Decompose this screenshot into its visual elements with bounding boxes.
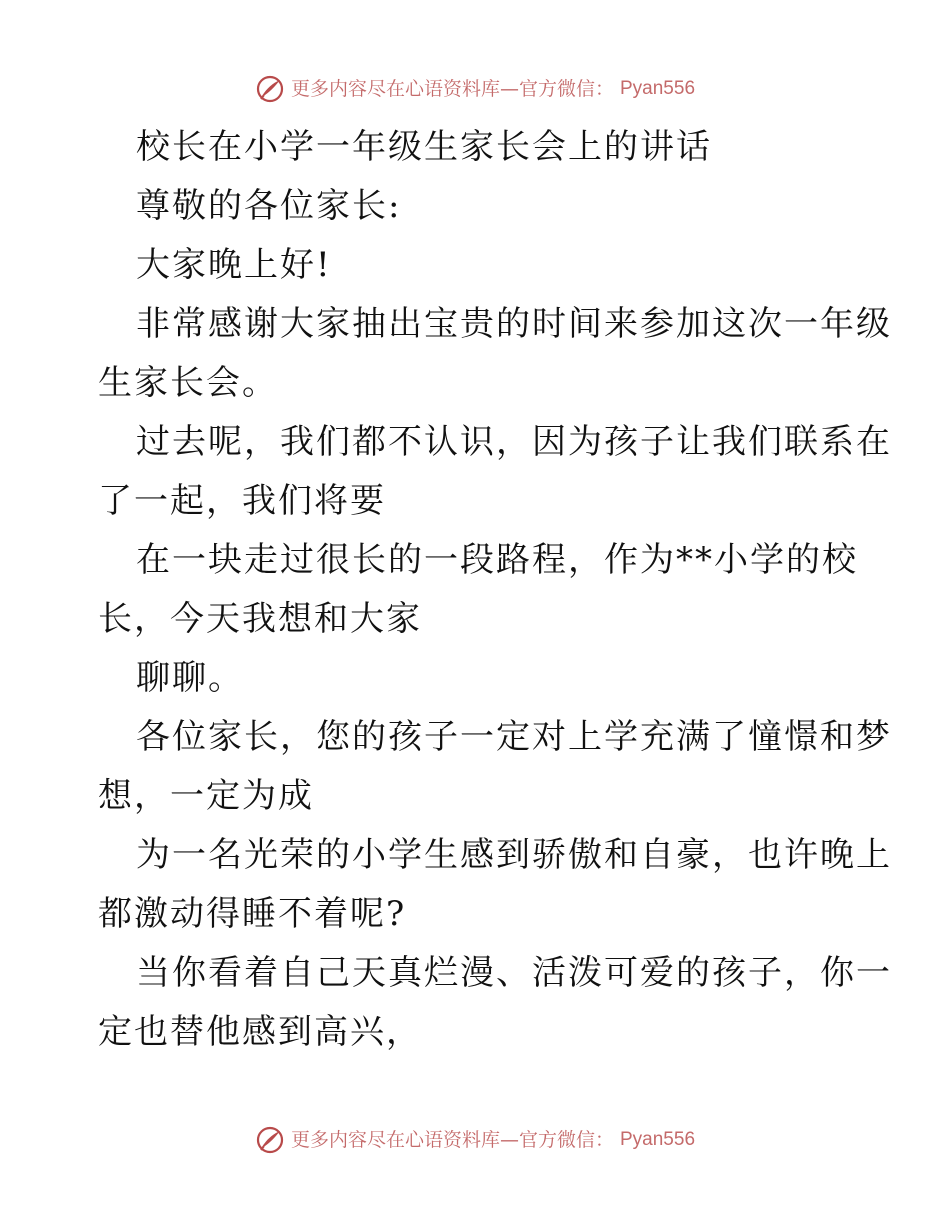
paragraph-line: 生家长会。: [98, 363, 278, 403]
quill-logo-icon: [255, 1125, 285, 1155]
paragraph-line: 各位家长，您的孩子一定对上学充满了憧憬和梦: [136, 717, 892, 757]
paragraph-line: 非常感谢大家抽出宝贵的时间来参加这次一年级: [136, 304, 892, 344]
paragraph-line: 在一块走过很长的一段路程，作为**小学的校: [136, 540, 858, 580]
quill-logo-icon: [255, 74, 285, 104]
document-body: [98, 118, 892, 1062]
watermark-handle: Pyan556: [620, 78, 696, 99]
paragraph-line: 聊聊。: [136, 658, 244, 698]
paragraph-line: 了一起，我们将要: [98, 481, 386, 521]
paragraph-line: 为一名光荣的小学生感到骄傲和自豪，也许晚上: [136, 835, 892, 875]
salutation: 尊敬的各位家长:: [136, 186, 402, 226]
paragraph-line: 过去呢，我们都不认识，因为孩子让我们联系在: [136, 422, 892, 462]
header-watermark: [0, 74, 950, 104]
paragraph-line: 长，今天我想和大家: [98, 599, 422, 639]
greeting: 大家晚上好!: [136, 245, 332, 285]
footer-watermark: [0, 1125, 950, 1155]
document-title: 校长在小学一年级生家长会上的讲话: [136, 127, 712, 167]
watermark-text: 更多内容尽在心语资料库—官方微信：: [290, 1129, 614, 1151]
paragraph-line: 定也替他感到高兴，: [98, 1012, 422, 1052]
watermark-handle: Pyan556: [620, 1129, 696, 1150]
paragraph-line: 都激动得睡不着呢?: [98, 894, 407, 934]
watermark-text: 更多内容尽在心语资料库—官方微信：: [290, 78, 614, 100]
paragraph-line: 当你看着自己天真烂漫、活泼可爱的孩子，你一: [136, 953, 892, 993]
paragraph-line: 想，一定为成: [98, 776, 314, 816]
